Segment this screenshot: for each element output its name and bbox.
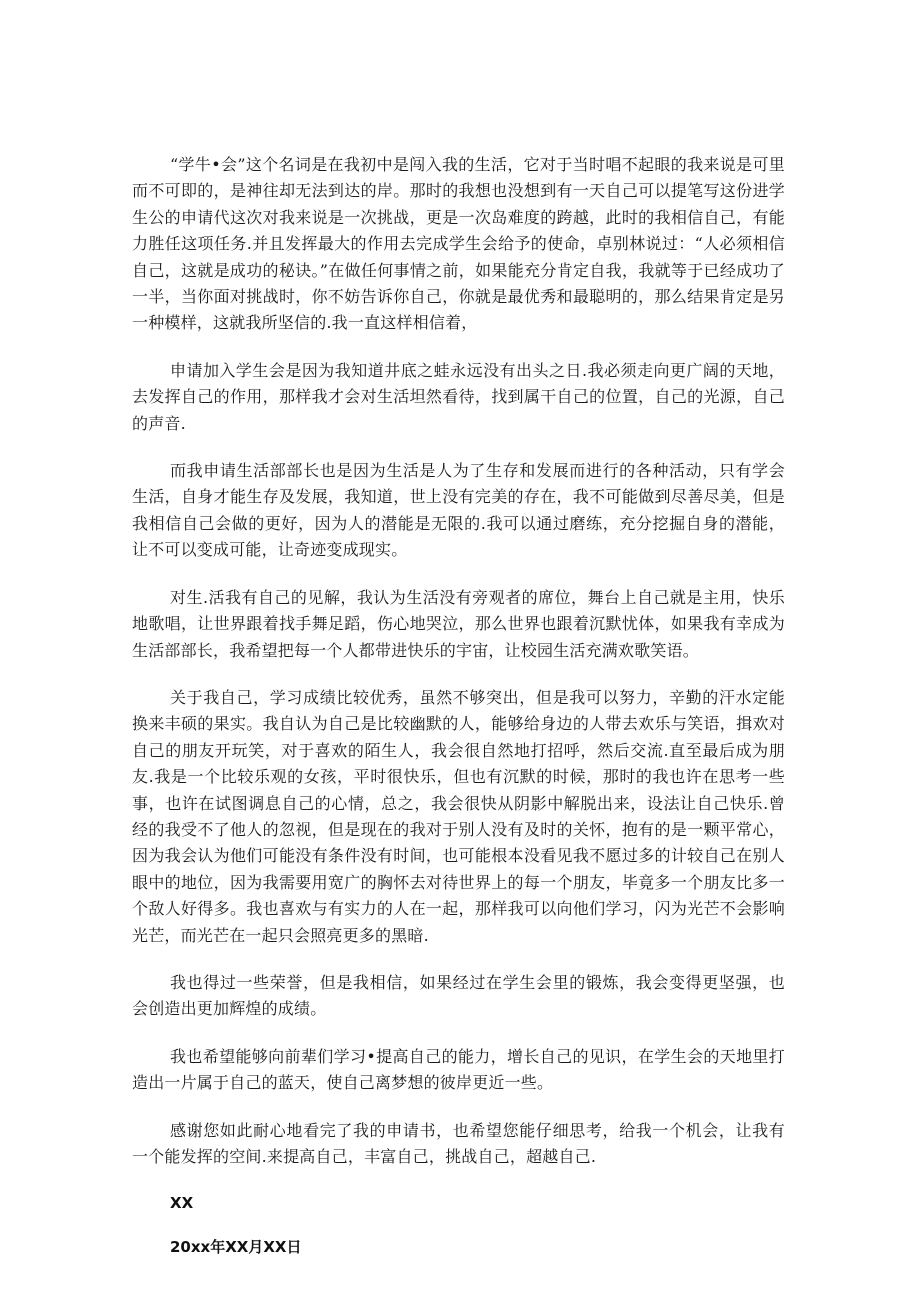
- paragraph-2: 申请加入学生会是因为我知道井底之蛙永远没有出头之日.我必须走向更广阔的天地，去发挥自己的作用，那样我才会对生活坦然看待，找到属干自己的位置，自己的光源，自己的声音.: [132, 360, 785, 433]
- paragraph-1: “学牛•会”这个名词是在我初中是闯入我的生活，它对于当时唱不起眼的我来说是可里而不可即的，是神往却无法到达的岸。那时的我想也没想到有一天自己可以提笔写这份进学生公的申请代这次对我来说是一次挑战，更是一次岛难度的跨越，此时的我相信自己，有能力胜任这项任务.并且发挥最大的作用去完成学生会给予的使命，卓别林说过：“人必须相信自己，这就是成功的秘诀。”在做任何事情之前，如果能充分肯定自我，我就等于已经成功了一半，当你面对挑战时，你不妨告诉你自己，你就是最优秀和最聪明的，那么结果肯定是另一种模样，这就我所坚信的.我一直这样相信着，: [132, 155, 785, 333]
- paragraph-5: 关于我自己，学习成绩比较优秀，虽然不够突出，但是我可以努力，辛勤的汗水定能换来丰硕的果实。我自认为自己是比较幽默的人，能够给身边的人带去欢乐与笑语，揖欢对自己的朋友开玩笑，对于喜欢的陌生人，我会很自然地打招呼，然后交流.直至最后成为朋友.我是一个比较乐观的女孩，平时很快乐，但也有沉默的时候，那时的我也许在思考一些事，也许在试图调息自己的心情，总之，我会很快从阴影中解脱出来，设法让自己快乐.曾经的我受不了他人的忽视，但是现在的我对于别人没有及时的关怀，抱有的是一颗平常心，因为我会认为他们可能没有条件没有时间，也可能根本没看见我不愿过多的计较自己在别人眼中的地位，因为我需要用宽广的胸怀去对待世界上的每一个朋友，毕竟多一个朋友比多一个敌人好得多。我也喜欢与有实力的人在一起，那样我可以向他们学习，闪为光芒不会影响光芒，而光芒在一起只会照亮更多的黑暗.: [132, 687, 785, 945]
- paragraph-4: 对生.活我有自己的见解，我认为生活没有旁观者的席位，舞台上自己就是主用，快乐地歌唱，让世界跟着找手舞足蹈，伤心地哭泣，那么世界也跟着沉默忧体，如果我有幸成为生活部部长，我希望把每一个人都带进快乐的宇宙，让校园生活充满欢歌笑语。: [132, 587, 785, 660]
- signature-name: XX: [170, 1194, 194, 1213]
- signature-date: 20xx年XX月XX日: [170, 1238, 302, 1257]
- paragraph-6: 我也得过一些荣誉，但是我相信，如果经过在学生会里的锻炼，我会变得更坚强，也会创造出更加辉煌的成绩。: [132, 972, 785, 1019]
- document-body: [132, 152, 785, 1259]
- paragraph-7: 我也希望能够向前辈们学习•提高自己的能力，增长自己的见识，在学生会的天地里打造出一片属于自己的蓝天，使自己离梦想的彼岸更近一些。: [132, 1046, 785, 1093]
- paragraph-8: 感谢您如此耐心地看完了我的申请书，也希望您能仔细思考，给我一个机会，让我有一个能发挥的空间.来提高自己，丰富自己，挑战自己，超越自己.: [132, 1120, 785, 1166]
- paragraph-3: 而我申请生活部部长也是因为生活是人为了生存和发展而进行的各种活动，只有学会生活，自身才能生存及发展，我知道，世上没有完美的存在，我不可能做到尽善尽美，但是我相信自己会做的更好，因为人的潜能是无限的.我可以通过磨练，充分挖掘自身的潜能，让不可以变成可能，让奇迹变成现实。: [132, 461, 785, 560]
